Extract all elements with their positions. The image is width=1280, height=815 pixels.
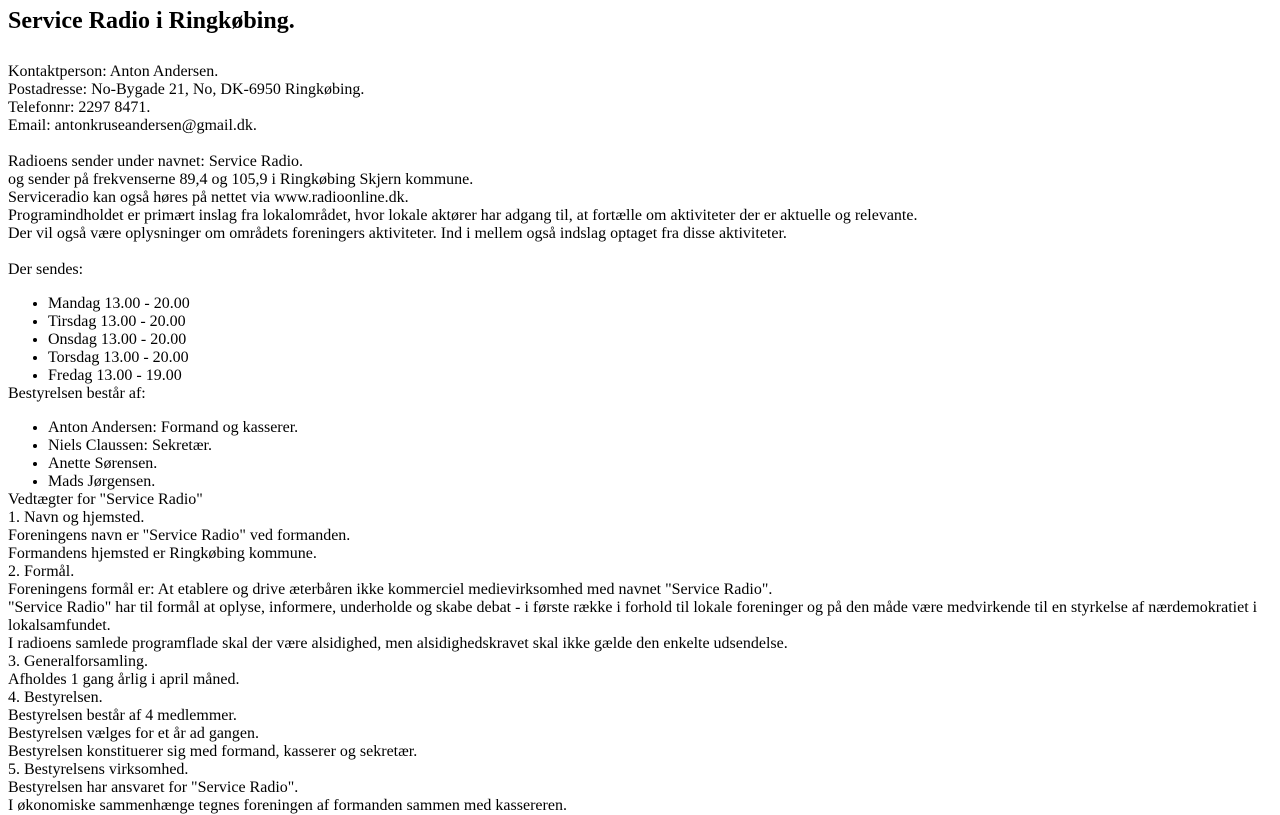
contact-person: Kontaktperson: Anton Andersen. <box>8 63 219 80</box>
phone-number: Telefonnr: 2297 8471. <box>8 99 151 116</box>
bylaws-text: Foreningens formål er: At etablere og drive æterbåren ikke kommerciel medievirksomhed med navnet "Service Radio". <box>8 581 773 598</box>
schedule-item: • Fredag 13.00 - 19.00 <box>48 367 1272 385</box>
board-member: • Anton Andersen: Formand og kasserer. <box>48 419 1272 437</box>
about-line: Serviceradio kan også høres på nettet via www.radioonline.dk. <box>8 189 409 206</box>
about-line: og sender på frekvenserne 89,4 og 105,9 i Ringkøbing Skjern kommune. <box>8 171 474 188</box>
about-section <box>8 153 1272 243</box>
about-line: Radioens sender under navnet: Service Radio. <box>8 153 304 170</box>
schedule-section <box>8 261 1272 385</box>
bylaws-title: Vedtægter for "Service Radio" <box>8 491 203 508</box>
postal-address: Postadresse: No-Bygade 21, No, DK-6950 Ringkøbing. <box>8 81 365 98</box>
schedule-label: Der sendes: <box>8 261 84 278</box>
schedule-item: • Mandag 13.00 - 20.00 <box>48 295 1272 313</box>
about-line: Der vil også være oplysninger om områdets foreningers aktiviteter. Ind i mellem også indslag optaget fra disse aktiviteter. <box>8 225 787 242</box>
board-label: Bestyrelsen består af: <box>8 385 146 402</box>
bylaws-text: Bestyrelsen konstituerer sig med formand, kasserer og sekretær. <box>8 743 418 760</box>
bylaws-text: Bestyrelsen består af 4 medlemmer. <box>8 707 237 724</box>
board-section <box>8 385 1272 491</box>
schedule-item: • Onsdag 13.00 - 20.00 <box>48 331 1272 349</box>
bylaws-text: Foreningens navn er "Service Radio" ved formanden. <box>8 527 351 544</box>
board-member: • Anette Sørensen. <box>48 455 1272 473</box>
contact-section <box>8 63 1272 135</box>
bylaws-section <box>8 491 1272 815</box>
board-member: • Mads Jørgensen. <box>48 473 1272 491</box>
bylaws-text: Bestyrelsen vælges for et år ad gangen. <box>8 725 260 742</box>
bylaws-text: I radioens samlede programflade skal der være alsidighed, men alsidighedskravet skal ikke gælde den enkelte udsendelse. <box>8 635 788 652</box>
schedule-item: • Tirsdag 13.00 - 20.00 <box>48 313 1272 331</box>
bylaws-text: "Service Radio" har til formål at oplyse, informere, underholde og skabe debat - i første række i forhold til lokale foreninger og på den måde være medvirkende til en styrkelse af nærdemokratiet i lokalsamfundet. <box>8 599 1258 634</box>
bylaws-heading: 1. Navn og hjemsted. <box>8 509 145 526</box>
bylaws-heading: 3. Generalforsamling. <box>8 653 148 670</box>
bylaws-text: Afholdes 1 gang årlig i april måned. <box>8 671 240 688</box>
board-list <box>8 419 1272 491</box>
page-title: Service Radio i Ringkøbing. <box>8 8 295 34</box>
board-member: • Niels Claussen: Sekretær. <box>48 437 1272 455</box>
about-line: Programindholdet er primært inslag fra lokalområdet, hvor lokale aktører har adgang til, at fortælle om aktiviteter der er aktuelle og relevante. <box>8 207 918 224</box>
bylaws-text: Formandens hjemsted er Ringkøbing kommune. <box>8 545 317 562</box>
schedule-list <box>8 295 1272 385</box>
bylaws-heading: 2. Formål. <box>8 563 75 580</box>
bylaws-heading: 4. Bestyrelsen. <box>8 689 103 706</box>
schedule-item: • Torsdag 13.00 - 20.00 <box>48 349 1272 367</box>
bylaws-text: Bestyrelsen har ansvaret for "Service Radio". <box>8 779 299 796</box>
bylaws-text: I økonomiske sammenhænge tegnes foreningen af formanden sammen med kassereren. <box>8 797 567 814</box>
bylaws-heading: 5. Bestyrelsens virksomhed. <box>8 761 189 778</box>
email-address: Email: antonkruseandersen@gmail.dk. <box>8 117 257 134</box>
